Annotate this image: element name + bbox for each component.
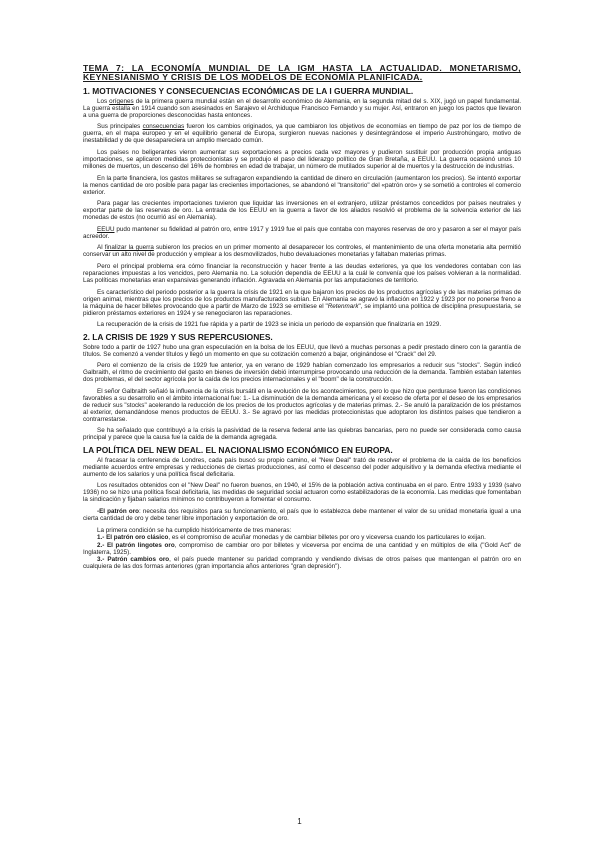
bold-term: 3.- Patrón cambios oro [97,556,170,564]
paragraph [83,226,521,240]
bold-term: 1.- El patrón oro clásico [97,534,169,542]
paragraph: Los resultados obtenidos con el "New Deal" no fueron buenos, en 1940, el 15% de la población activa continuaba en el paro. Entre 1933 y 1939 (salvo 1936) no se hizo una política fiscal deficitaria, las medidas de seguridad social actuaron como estabilizadoras de la economía. Las medidas que fomentaban la sindicación y fijaban salarios mínimos no contribuyeron a fomentar el consumo. [83,482,521,504]
text-run: : necesita dos requisitos para su funcionamiento, el país que lo establezca debe mantener el valor de su unidad monetaria igual a una cierta cantidad de oro y debe tener libre importación y exportación de oro. [83,507,521,522]
text-run: Los [97,97,110,105]
underlined-term: finalizar la guerra [104,244,154,252]
list-item [83,556,521,570]
paragraph: Al fracasar la conferencia de Londres, cada país buscó su propio camino, el "New Deal" trató de resolver el problema de la caída de los beneficios mediante acuerdos entre empresas y reducciones de ciertas producciones, así como el descenso del poder adquisitivo y la demanda efectiva mediante el aumento de los salarios y una política fiscal deficitaria. [83,456,521,478]
text-run: Es característico del periodo posterior a la guerra la crisis de 1921 en la que bajaron los precios de los productos agrícolas y de las materias primas de origen animal, mientras que los precios de los productos manufacturados subían. En Alemania se agravó la inflación en 1922 y 1923 por no ponerse freno a la máquina de hacer billetes provocando que a partir de Marzo de 1923 se emitiese el " [83,288,521,310]
paragraph [83,508,521,522]
document-body [83,64,521,575]
bold-term: 2.- El patrón lingotes oro [97,541,175,549]
list-item [83,534,521,541]
bold-term: -El patrón oro [97,507,140,515]
document-title: TEMA 7: LA ECONOMÍA MUNDIAL DE LA IGM HASTA LA ACTUALIDAD. MONETARISMO, KEYNESIANISMO Y CRISIS DE LOS MODELOS DE ECONOMÍA PLANIFICADA. [83,63,521,83]
underlined-term: consecuencias [142,123,185,131]
underlined-term: EEUU [97,225,115,233]
text-run: Sus principales [97,123,143,131]
paragraph: Se ha señalado que contribuyó a la crisis la pasividad de la reserva federal ante las quiebras bancarias, pero no puede ser considerada como causa principal y parece que la causa fue la caída de la demanda agregada. [83,427,521,442]
text-run: , es el compromiso de acuñar monedas y de cambiar billetes por oro y viceversa cuando los particulares lo exijan. [168,534,486,542]
paragraph: Pero el principal problema era cómo financiar la reconstrucción y hacer frente a las deudas exteriores, ya que los vendedores contaban con las reparaciones impuestas a los vencidos, pero Alemania no. La solución dependía de EEUU a la cuál le convenía que los países volvieran a la normalidad. Las políticas monetarias eran expansivas generando inflación. Agravada en Alemania por las amputaciones de territorio. [83,262,521,284]
section-heading-2: 2. LA CRISIS DE 1929 Y SUS REPERCUSIONES. [83,332,273,343]
text-run: de la primera guerra mundial están en el desarrollo económico de Alemania, en la segunda mitad del s. XIX, jugó un papel fundamental. La guerra estalla en 1914 cuando son asesinados en Sarajevo el Archiduque Francisco Fernando y su mujer. Así, entraron en juego los pactos que llevaron a una guerra de proporciones desconocidas hasta entonces. [83,97,521,119]
section-heading-3: LA POLÍTICA DEL NEW DEAL. EL NACIONALISMO ECONÓMICO EN EUROPA. [83,445,393,456]
text-run: subieron los precios en un primer momento al desaparecer los controles, el mantenimiento de una oferta monetaria alta permitió conservar un alto nivel de producción y emplear a los desmovilizados, hubo devaluaciones monetarias y faltaban materias primas. [83,244,521,259]
list-item [83,542,521,556]
italic-term: Retenmark [327,302,359,310]
paragraph: Los países no beligerantes vieron aumentar sus exportaciones a precios cada vez mayores y pudieron sustituir por producción propia antiguas importaciones, se aplicaron medidas proteccionistas y se produjo el paso del liderazgo político de Gran Bretaña, a EEUU. La guerra ocasionó unos 10 millones de muertos, un descenso del 16% de hombres en edad de trabajar, un número de mutilados superior al de muertos y la destrucción de industrias. [83,149,521,170]
text-run: , compromiso de cambiar oro por billetes y viceversa por encima de una cantidad y en múltiplos de ella ("Gold Act" de Inglaterra, 1925). [83,541,521,556]
section-heading-1: 1. MOTIVACIONES Y CONSECUENCIAS ECONÓMICAS DE LA I GUERRA MUNDIAL. [83,86,414,97]
text-run: Al [97,244,105,252]
paragraph [83,123,521,144]
paragraph: Pero el comienzo de la crisis de 1929 fue anterior, ya en verano de 1929 habían comenzado los empresarios a reducir sus "stocks". Según indicó Galbraith, el ritmo de crecimiento del gasto en bienes de inversión debió interrumpirse provocando una reducción de la demanda. También estaban latentes dos problemas, el del sector agrícola por la caída de los precios internacionales y el "boom" de la construcción. [83,362,521,384]
paragraph [83,98,521,119]
paragraph: La primera condición se ha cumplido históricamente de tres maneras: [97,526,292,534]
text-run: fueron los cambios originados, ya que cambiaron los objetivos de economías en tiempo de paz por los de tiempo de guerra, en el mapa europeo y en el equilibrio general de Europa, surgieron nuevas naciones y desintegrándose el imperio Austrohúngaro, motivo de inestabilidad y de que desapareciera un amplio mercado común. [83,123,521,145]
paragraph: El señor Galbraith señaló la influencia de la crisis bursátil en la evolución de los acontecimientos, pero lo que hizo que perdurase fueron las condiciones favorables a su desarrollo en el ámbito internacional fue: 1.- La disminución de la demanda americana y el exceso de oferta por el deseo de los empresarios de reducir sus "stocks" acelerando la reducción de los precios de los productos agrícolas y de materias primas. 2.- Se anuló la paralización de los préstamos al exterior, demandándose menos productos de EEUU. 3.- Se agravó por las medidas proteccionistas que adoptaron los distintos países que tendieron a contrarrestarse. [83,387,521,423]
paragraph: Para pagar las crecientes importaciones tuvieron que liquidar las inversiones en el extranjero, utilizar préstamos concedidos por países neutrales y exportar parte de las reservas de oro. La entrada de los EEUU en la guerra a favor de los aliados resolvió el problema de la solvencia exterior de las monedas de estos (no ocurrió así en Alemania). [83,200,521,222]
text-run: , el país puede mantener su paridad comprando y vendiendo divisas de otros países que mantengan el patrón oro en cualquiera de las dos formas anteriores (gran importancia años anteriores "gran depresión"). [83,556,522,571]
paragraph: Sobre todo a partir de 1927 hubo una gran especulación en la bolsa de los EEUU, que llevó a muchas personas a pedir prestado dinero con la garantía de títulos. Se comenzó a vender títulos y llegó un momento en que su cotización comenzó a bajar, originándose el "Crack" del 29. [83,343,521,358]
paragraph [83,244,521,258]
text-run: ", se implantó una política de disciplina presupuestaria, se pidieron préstamos exteriores en 1924 y se renegociaron las reparaciones. [83,302,521,317]
page-number: 1 [297,817,302,826]
paragraph [83,289,521,317]
underlined-term: orígenes [109,97,134,105]
text-run: pudo mantener su fidelidad al patrón oro, entre 1917 y 1919 fue el país que contaba con mayores reservas de oro y pasaron a ser el mayor país acreedor. [83,225,521,240]
paragraph: La recuperación de la crisis de 1921 fue rápida y a partir de 1923 se inicia un periodo de expansión que finalizaría en 1929. [97,321,442,329]
paragraph: En la parte financiera, los gastos militares se sufragaron expandiendo la cantidad de dinero en circulación (aumentaron los precios). Se intentó exportar la menos cantidad de oro posible para pagar las crecientes importaciones, se abandonó el "transitorio" del «patrón oro» y se sometió a controles el comercio exterior. [83,174,521,196]
